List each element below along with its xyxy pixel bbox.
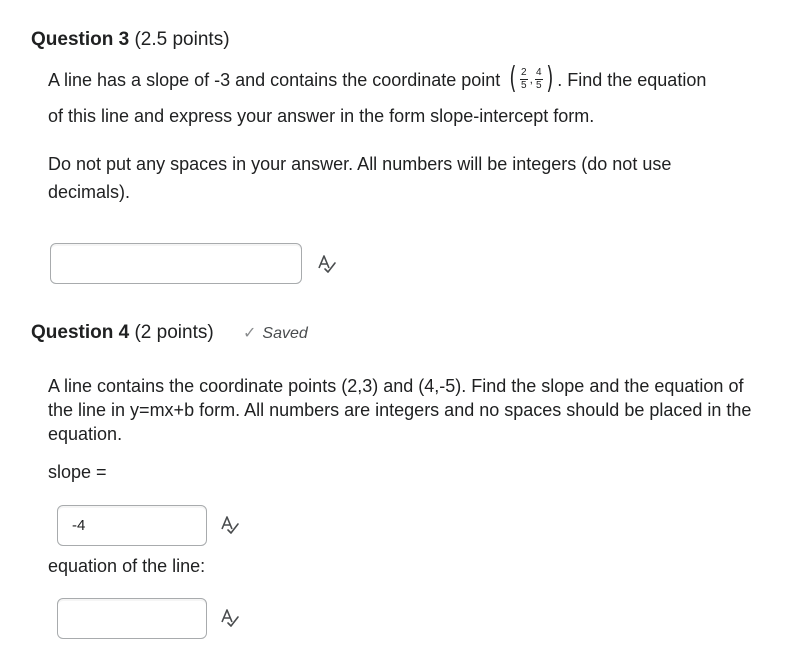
question-4-heading	[31, 322, 214, 344]
spell-check-icon[interactable]	[219, 514, 241, 536]
question-4-title: Question 4	[31, 322, 130, 343]
question-4-points: (2 points)	[134, 322, 214, 343]
question-3-prompt	[48, 61, 766, 96]
checkmark-icon: ✓	[243, 325, 257, 342]
fraction-y: $\frac{4}{5}$	[535, 66, 542, 91]
equation-label: equation of the line:	[48, 556, 206, 576]
coordinate-point-math: ( $\frac{2}{5}$ , $\frac{4}{5}$ )	[509, 61, 553, 96]
question-4-prompt: A line contains the coordinate points (2,3) and (4,-5). Find the slope and the equation of the line in y=mx+b form. All numbers are integers and no spaces should be placed in the equation.	[48, 376, 752, 444]
question-3-points: (2.5 points)	[134, 29, 230, 50]
equation-input[interactable]	[57, 598, 207, 639]
question-3-heading	[31, 29, 230, 51]
slope-input[interactable]: -4	[57, 505, 207, 546]
saved-status	[243, 323, 308, 343]
question-3-prompt-text: A line has a slope of -3 and contains the coordinate point	[48, 69, 501, 90]
spell-check-icon[interactable]	[219, 607, 241, 629]
spell-check-icon[interactable]	[316, 253, 338, 275]
question-3-note: Do not put any spaces in your answer. All numbers will be integers (do not use decimals).	[48, 154, 672, 202]
question-3-answer-input[interactable]	[50, 243, 302, 284]
question-3-prompt-line2: of this line and express your answer in the form slope-intercept form.	[48, 106, 595, 126]
saved-label: Saved	[262, 325, 308, 342]
question-3-title: Question 3	[31, 29, 130, 50]
question-3-prompt-text-after: . Find the equation	[557, 69, 707, 90]
slope-label: slope =	[48, 462, 107, 482]
fraction-x: $\frac{2}{5}$	[521, 66, 527, 91]
